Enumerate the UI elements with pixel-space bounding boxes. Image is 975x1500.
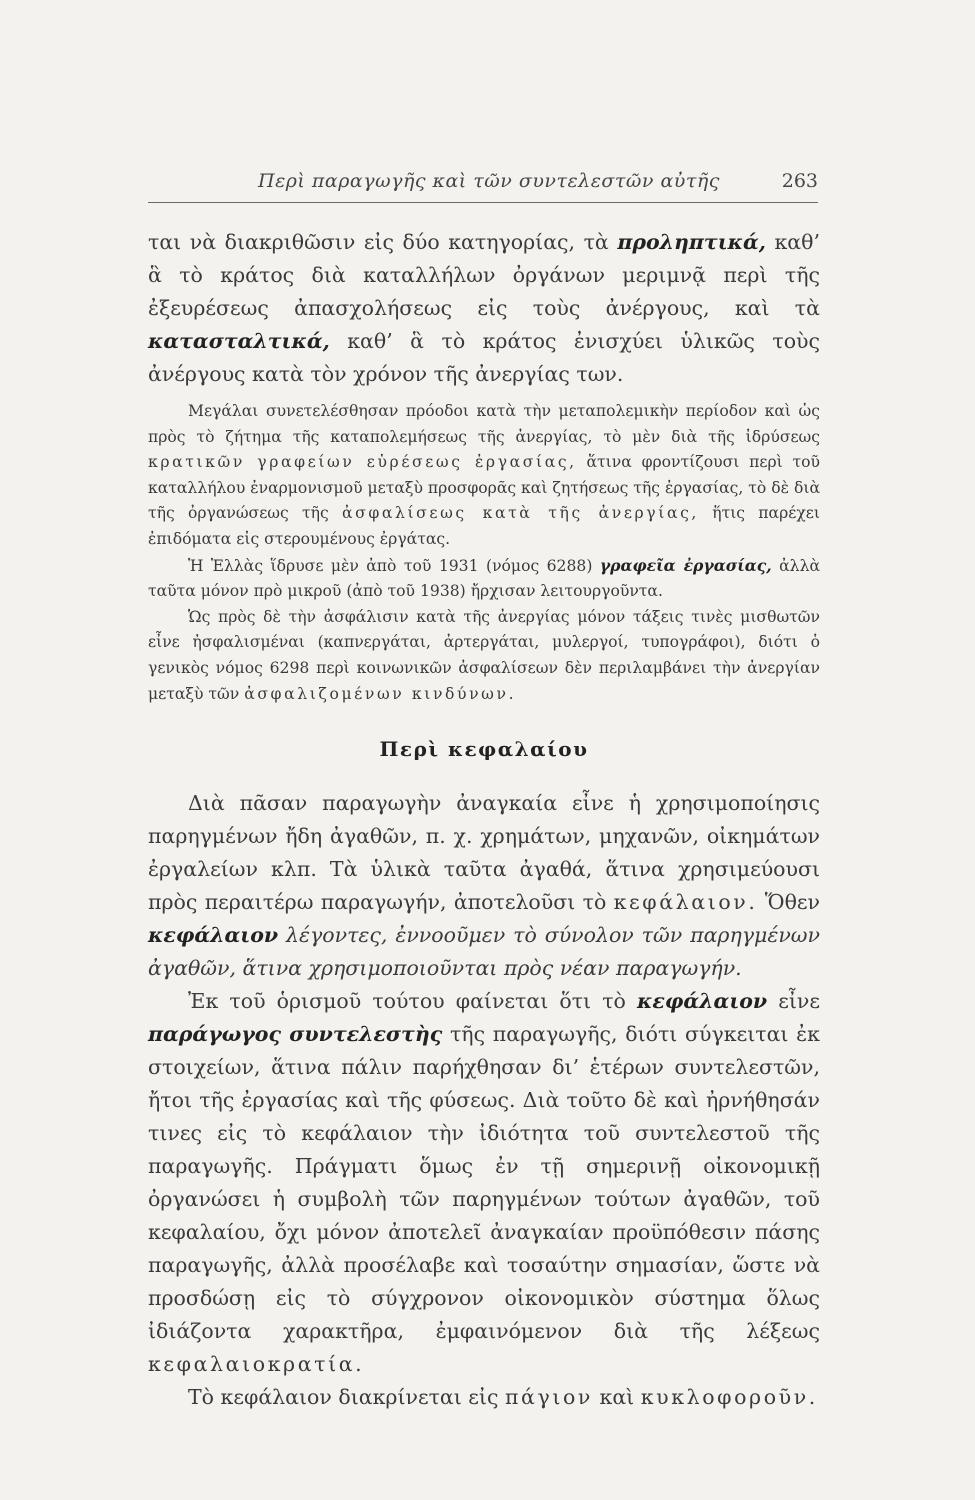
- section-title: Περὶ κεφαλαίου: [379, 737, 589, 762]
- paragraph-capital-derived-factor: Ἐκ τοῦ ὁρισμοῦ τούτου φαίνεται ὅτι τὸ κεφάλαιον εἶνε παράγωγος συντελεστὴς τῆς παραγωγῆς, διότι σύγκειται ἐκ στοιχείων, ἅτινα πάλιν παρήχθησαν δι’ ἑτέρων συντελεστῶν, ἤτοι τῆς ἐργασίας καὶ τῆς φύσεως. Διὰ τοῦτο δὲ καὶ ἠρνήθησάν τινες εἰς τὸ κεφάλαιον τὴν ἰδιότητα τοῦ συντελεστοῦ τῆς παραγωγῆς. Πράγματι ὅμως ἐν τῇ σημερινῇ οἰκονομικῇ ὀργανώσει ἡ συμβολὴ τῶν παρηγμένων τούτων ἀγαθῶν, τοῦ κεφαλαίου, ὄχι μόνον ἀποτελεῖ ἀναγκαίαν προϋπόθεσιν πάσης παραγωγῆς, ἀλλὰ προσέλαβε καὶ τοσαύτην σημασίαν, ὥστε νὰ προσδώσῃ εἰς τὸ σύγχρονον οἰκονομικὸν σύστημα ὅλως ἰδιάζοντα χαρακτῆρα, ἐμφαινόμενον διὰ τῆς λέξεως κεφαλαιοκρατία.: [148, 989, 820, 1377]
- paragraph-greece-offices: Ἡ Ἑλλὰς ἵδρυσε μὲν ἀπὸ τοῦ 1931 (νόμος 6288) γραφεῖα ἐργασίας, ἀλλὰ ταῦτα μόνον πρὸ μικροῦ (ἀπὸ τοῦ 1938) ἤρχισαν λειτουργοῦντα.: [148, 555, 820, 601]
- paragraph-unemployment-insurance: Ὡς πρὸς δὲ τὴν ἀσφάλισιν κατὰ τῆς ἀνεργίας μόνον τάξεις τινὲς μισθωτῶν εἶνε ἠσφαλισμέναι (καπνεργάται, ἀρτεργάται, μυλεργοί, τυπογράφοι), διότι ὁ γενικὸς νόμος 6298 περὶ κοινωνικῶν ἀσφαλίσεων δὲν περιλαμβάνει τὴν ἀνεργίαν μεταξὺ τῶν ἀσφαλιζομένων κινδύνων.: [148, 607, 820, 703]
- paragraph-postwar-progress: Μεγάλαι συνετελέσθησαν πρόοδοι κατὰ τὴν μεταπολεμικὴν περίοδον καὶ ὡς πρὸς τὸ ζήτημα τῆς καταπολεμήσεως τῆς ἀνεργίας, τὸ μὲν διὰ τῆς ἱδρύσεως κρατικῶν γραφείων εὑρέσεως ἐργασίας, ἅτινα φροντίζουσι περὶ τοῦ καταλλήλου ἐναρμονισμοῦ μεταξὺ προσφορᾶς καὶ ζητήσεως τῆς ἐργασίας, τὸ δὲ διὰ τῆς ὀργανώσεως τῆς ἀσφαλίσεως κατὰ τῆς ἀνεργίας, ἥτις παρέχει ἐπιδόματα εἰς στερουμένους ἐργάτας.: [148, 402, 820, 548]
- paragraph-prevention-measures: ται νὰ διακριθῶσιν εἰς δύο κατηγορίας, τὰ προληπτικά, καθ’ ἃ τὸ κράτος διὰ καταλλήλων ὀργάνων μεριμνᾷ περὶ τῆς ἐξευρέσεως ἀπασχολήσεως εἰς τοὺς ἀνέργους, καὶ τὰ κατασταλτικά, καθ’ ἃ τὸ κράτος ἐνισχύει ὑλικῶς τοὺς ἀνέργους κατὰ τὸν χρόνον τῆς ἀνεργίας των.: [148, 230, 820, 386]
- running-title: Περὶ παραγωγῆς καὶ τῶν συντελεστῶν αὐτῆς: [258, 170, 720, 192]
- page-header: [148, 166, 818, 203]
- page-number: 263: [781, 170, 818, 192]
- page-body: [148, 226, 820, 1414]
- paragraph-capital-types: Τὸ κεφάλαιον διακρίνεται εἰς πάγιον καὶ κυκλοφοροῦν.: [188, 1385, 818, 1410]
- paragraph-capital-definition: Διὰ πᾶσαν παραγωγὴν ἀναγκαία εἶνε ἡ χρησιμοποίησις παρηγμένων ἤδη ἀγαθῶν, π. χ. χρημάτων, μηχανῶν, οἰκημάτων ἐργαλείων κλπ. Τὰ ὑλικὰ ταῦτα ἀγαθά, ἅτινα χρησιμεύουσι πρὸς περαιτέρω παραγωγήν, ἀποτελοῦσι τὸ κεφάλαιον. Ὅθεν κεφάλαιον λέγοντες, ἐννοοῦμεν τὸ σύνολον τῶν παρηγμένων ἀγαθῶν, ἅτινα χρησιμοποιοῦνται πρὸς νέαν παραγωγήν.: [148, 791, 820, 981]
